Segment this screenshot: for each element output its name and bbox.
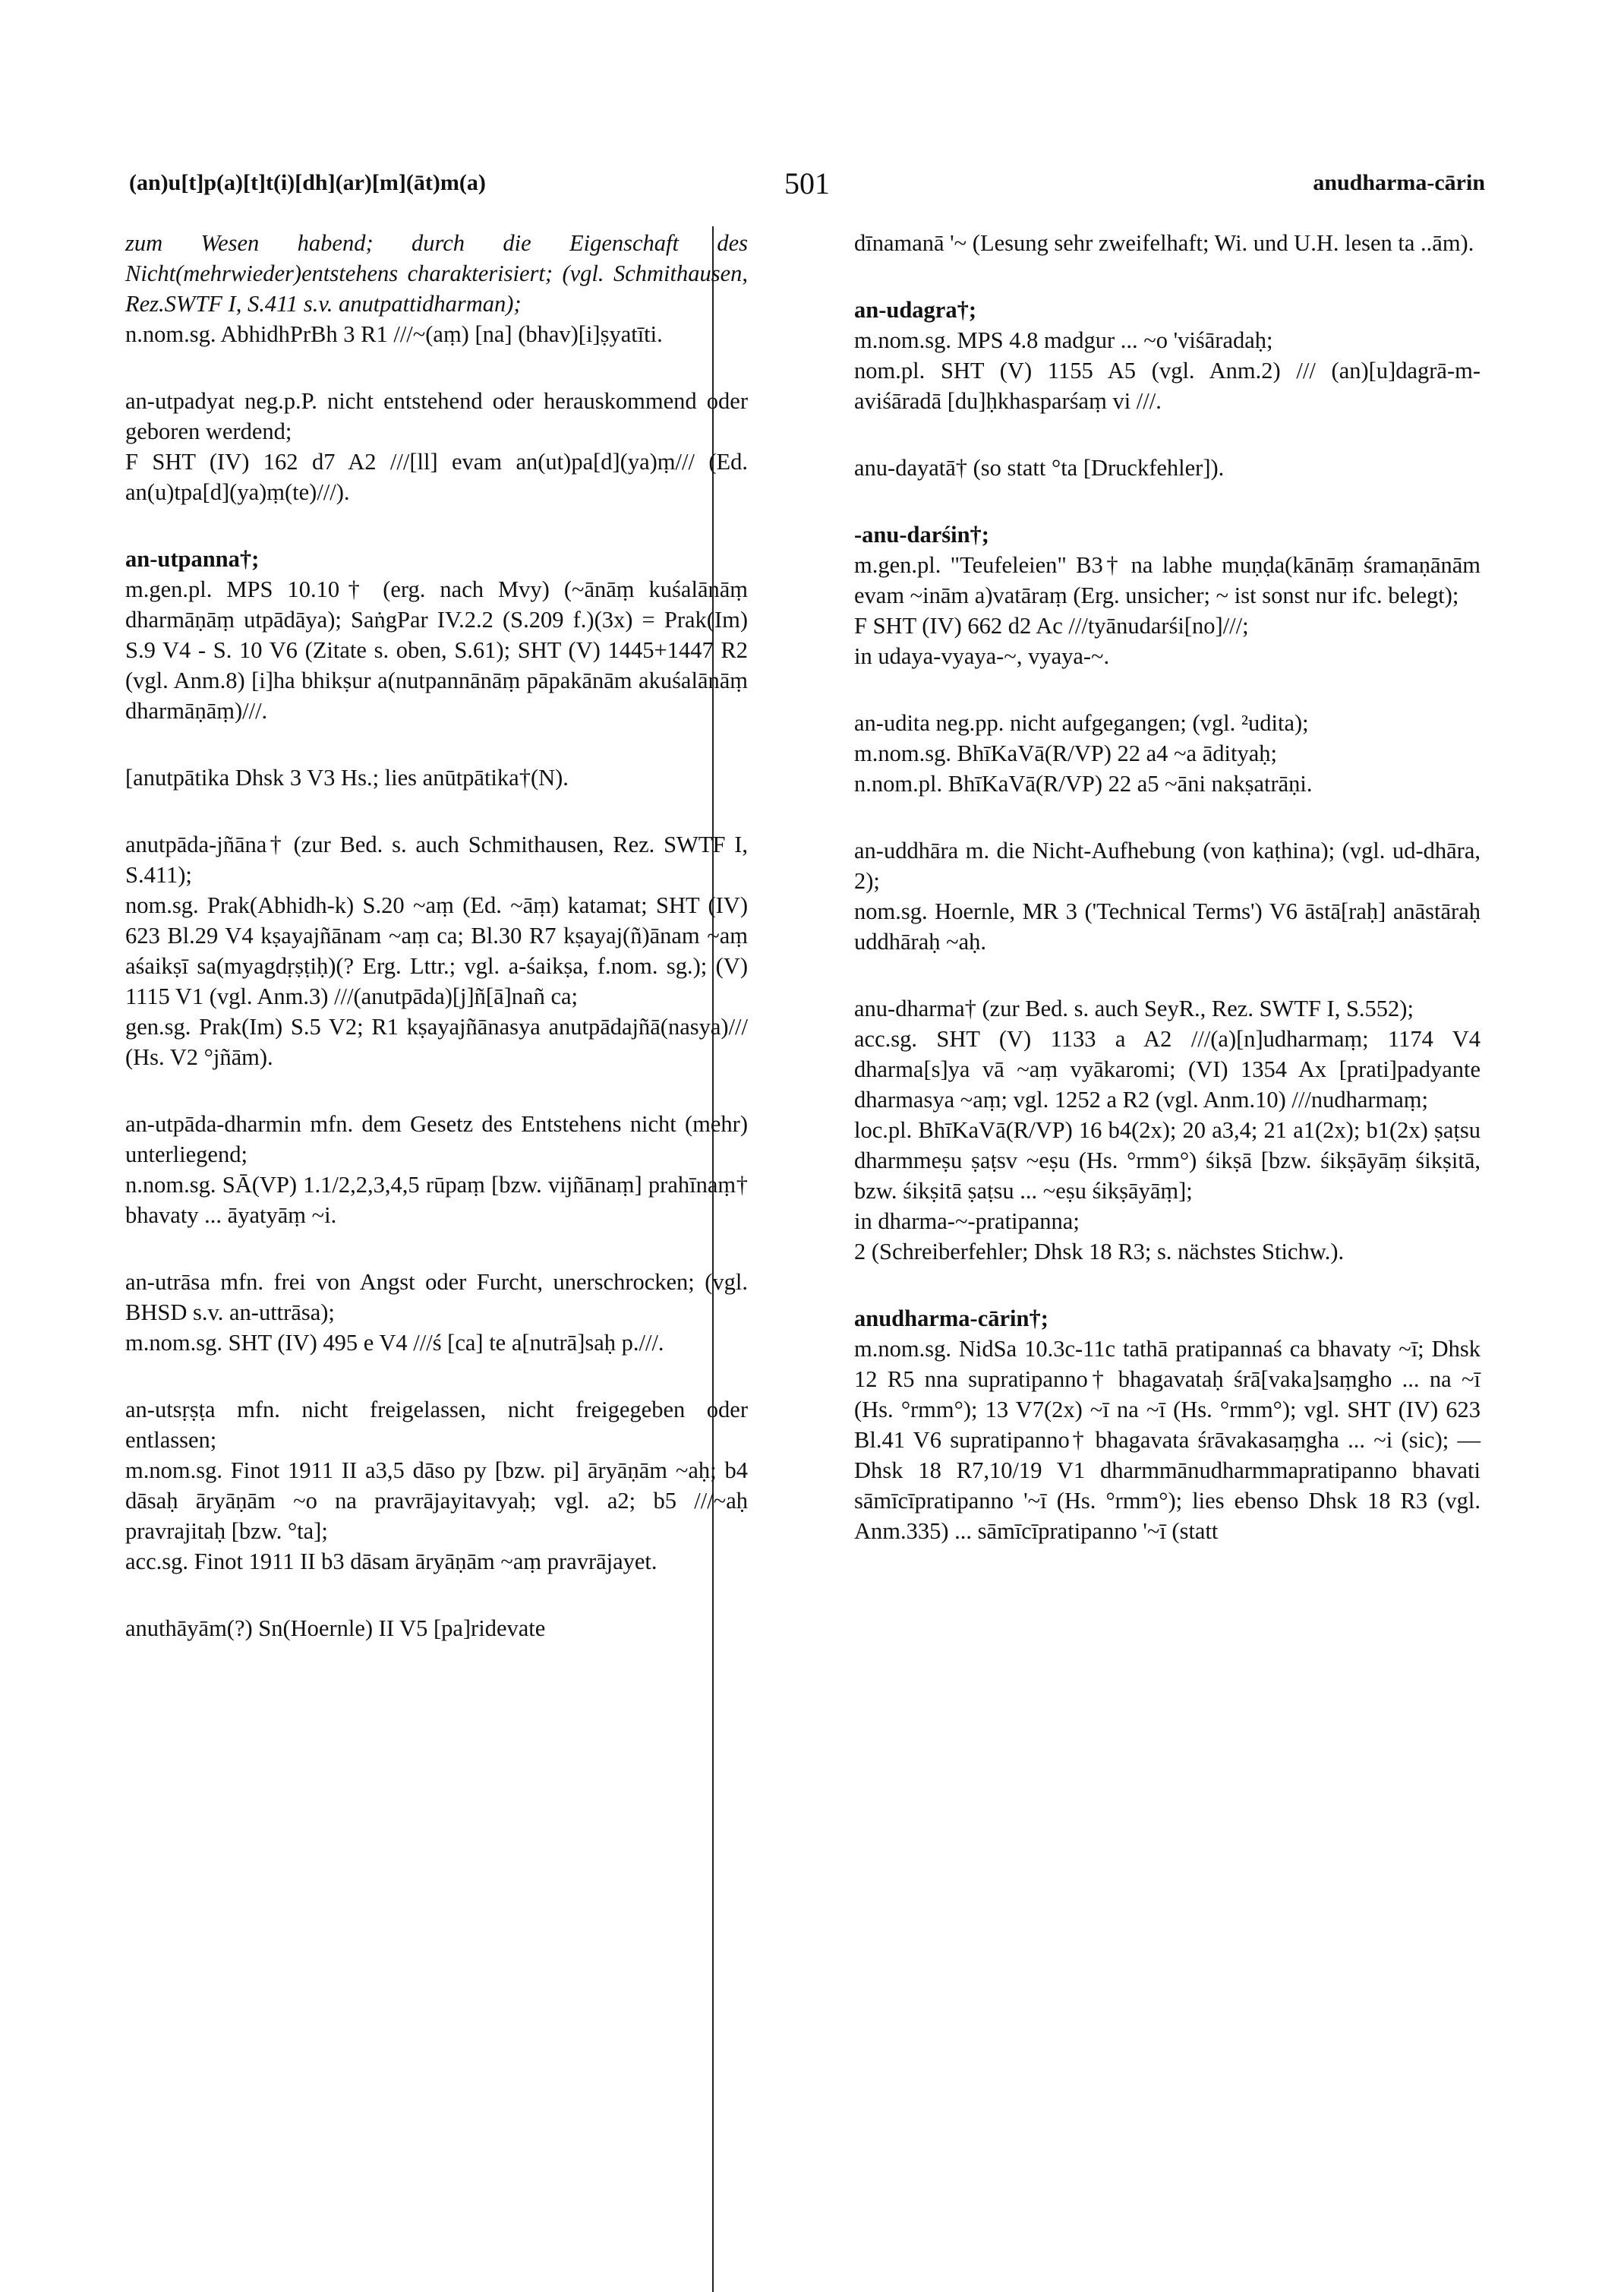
entry-citation: m.nom.sg. SHT (IV) 495 e V4 ///ś [ca] te a[nutrā]saḥ p.///. bbox=[125, 1330, 664, 1356]
entry-lemma-an-uddhara: an-uddhāra m. die Nicht-Aufhebung (von kaṭhina); (vgl. ud-dhāra, 2); bbox=[854, 838, 1481, 894]
entry-citation: m.gen.pl. MPS 10.10† (erg. nach Mvy) (~ānāṃ kuśalānāṃ dharmāṇāṃ utpādāya); SaṅgPar IV.2.2 (S.209 f.)(3x) = Prak(Im) S.9 V4 - S. 10 V6 (Zitate s. oben, S.61); SHT (V) 1445+1447 R2 (vgl. Anm.8) [i]ha bhikṣur a(nutpannānāṃ pāpakānām akuśalānāṃ dharmāṇāṃ)///. bbox=[125, 576, 748, 724]
page-number: 501 bbox=[784, 166, 830, 200]
running-head-left: (an)u[t]p(a)[t]t(i)[dh](ar)[m](āt)m(a) bbox=[129, 170, 486, 195]
entry-citation: m.nom.sg. NidSa 10.3c-11c tathā pratipannaś ca bhavaty ~ī; Dhsk 12 R5 nna supratipanno† bhagavataḥ śrā[vaka]saṃgho ... na ~ī (Hs. °rmm°); 13 V7(2x) ~ī na ~ī (Hs. °rmm°); vgl. SHT (IV) 623 Bl.41 V6 supratipanno† bhagavata śrāvakasaṃgha ... ~i (sic); — Dhsk 18 R7,10/19 V1 dharmmānudharmmapratipanno bhavati sāmīcīpratipanno '~ī (Hs. °rmm°); lies ebenso Dhsk 18 R3 (vgl. Anm.335) ... sāmīcīpratipanno '~ī (statt bbox=[854, 1336, 1481, 1544]
entry-lemma-anu-dayata: anu-dayatā† (so statt °ta [Druckfehler]). bbox=[854, 455, 1225, 481]
entry-lemma-anutpada-jnana: anutpāda-jñāna† (zur Bed. s. auch Schmithausen, Rez. SWTF I, S.411); bbox=[125, 832, 748, 888]
entry-lemma-an-utsrsta: an-utsṛṣṭa mfn. nicht freigelassen, nicht freigegeben oder entlassen; bbox=[125, 1397, 748, 1453]
entry-citation: m.nom.sg. Finot 1911 II a3,5 dāso py [bzw. pi] āryāṇām ~aḥ; b4 dāsaḥ āryāṇām ~o na pravrājayitavyaḥ; vgl. a2; b5 ///~aḥ pravrajitaḥ [bzw. °ta]; bbox=[125, 1457, 748, 1544]
entry-citation: acc.sg. SHT (V) 1133 a A2 ///(a)[n]udharmaṃ; 1174 V4 dharma[s]ya vā ~aṃ vyākaromi; (VI) 1354 Ax [prati]padyante dharmasya ~aṃ; vgl. 1252 a R2 (vgl. Anm.10) ///nudharmaṃ; bbox=[854, 1026, 1481, 1113]
entry-lemma-an-udita: an-udita neg.pp. nicht aufgegangen; (vgl. ²udita); bbox=[854, 710, 1309, 736]
page-header bbox=[129, 166, 1485, 211]
entry-lemma-anu-dharma: anu-dharma† (zur Bed. s. auch SeyR., Rez. SWTF I, S.552); bbox=[854, 996, 1414, 1021]
entry-citation: n.nom.pl. BhīKaVā(R/VP) 22 a5 ~āni nakṣatrāṇi. bbox=[854, 771, 1313, 797]
entry-citation: F SHT (IV) 162 d7 A2 ///[ll] evam an(ut)pa[d](ya)ṃ/// (Ed. an(u)tpa[d](ya)ṃ(te)///). bbox=[125, 449, 748, 505]
entry-continuation: zum Wesen habend; durch die Eigenschaft des Nicht(mehrwieder)entstehens charakterisiert; (vgl. Schmithausen, Rez.SWTF I, S.411 s.v. anutpattidharman); bbox=[125, 230, 748, 317]
running-head-right: anudharma-cārin bbox=[1313, 170, 1485, 195]
entry-lemma-an-utpada-dharmin: an-utpāda-dharmin mfn. dem Gesetz des Entstehens nicht (mehr) unterliegend; bbox=[125, 1111, 748, 1167]
entry-citation: loc.pl. BhīKaVā(R/VP) 16 b4(2x); 20 a3,4; 21 a1(2x); b1(2x) ṣaṭsu dharmmeṣu ṣaṭsv ~eṣu (Hs. °rmm°) śikṣā [bzw. śikṣāyāṃ śikṣitā, bzw. śikṣitā ṣaṭsu ... ~eṣu śikṣāyāṃ]; bbox=[854, 1117, 1481, 1204]
entry-lemma-anu-darsin: -anu-darśin†; bbox=[854, 522, 989, 548]
entry-citation: nom.sg. Prak(Abhidh-k) S.20 ~aṃ (Ed. ~āṃ) katamat; SHT (IV) 623 Bl.29 V4 kṣayajñānam ~aṃ ca; Bl.30 R7 kṣayaj(ñ)ānam ~aṃ aśaikṣī sa(myagdṛṣṭiḥ)(? Erg. Lttr.; vgl. a-śaikṣa, f.nom. sg.); (V) 1115 V1 (vgl. Anm.3) ///(anutpāda)[j]ñ[ā]nañ ca; bbox=[125, 892, 748, 1009]
entry-citation: acc.sg. Finot 1911 II b3 dāsam āryāṇām ~aṃ pravrājayet. bbox=[125, 1549, 657, 1574]
entry-crossref: in udaya-vyaya-~, vyaya-~. bbox=[854, 643, 1110, 669]
entry-citation: nom.sg. Hoernle, MR 3 ('Technical Terms') V6 āstā[raḥ] anāstāraḥ uddhāraḥ ~aḥ. bbox=[854, 898, 1481, 955]
entry-lemma-an-utpanna: an-utpanna†; bbox=[125, 546, 260, 572]
entry-citation: m.gen.pl. "Teufeleien" B3† na labhe muṇḍa(kānāṃ śramaṇānām evam ~inām a)vatāraṃ (Erg. unsicher; ~ ist sonst nur ifc. belegt); bbox=[854, 552, 1481, 608]
entry-lemma-an-utrasa: an-utrāsa mfn. frei von Angst oder Furcht, unerschrocken; (vgl. BHSD s.v. an-uttrāsa); bbox=[125, 1269, 748, 1325]
entry-citation: m.nom.sg. MPS 4.8 madgur ... ~o 'viśāradaḥ; bbox=[854, 327, 1273, 353]
entry-citation: nom.pl. SHT (V) 1155 A5 (vgl. Anm.2) /// (an)[u]dagrā-m-aviśāradā [du]ḥkhasparśaṃ vi ///. bbox=[854, 358, 1481, 414]
entry-citation: 2 (Schreiberfehler; Dhsk 18 R3; s. nächstes Stichw.). bbox=[854, 1239, 1345, 1264]
entry-lemma-anudharma-carin: anudharma-cārin†; bbox=[854, 1305, 1049, 1331]
entry-citation: m.nom.sg. BhīKaVā(R/VP) 22 a4 ~a ādityaḥ; bbox=[854, 740, 1277, 766]
entry-citation: gen.sg. Prak(Im) S.5 V2; R1 kṣayajñānasya anutpādajñā(nasya)/// (Hs. V2 °jñām). bbox=[125, 1014, 748, 1070]
entry-crossref: in dharma-~-pratipanna; bbox=[854, 1208, 1080, 1234]
left-column bbox=[125, 228, 748, 1643]
entry-citation: n.nom.sg. SĀ(VP) 1.1/2,2,3,4,5 rūpaṃ [bzw. vijñānaṃ] prahīnaṃ† bhavaty ... āyatyāṃ ~i. bbox=[125, 1172, 748, 1228]
entry-lemma-an-udagra: an-udagra†; bbox=[854, 297, 976, 323]
entry-lemma-an-utpadyat: an-utpadyat neg.p.P. nicht entstehend oder herauskommend oder geboren werdend; bbox=[125, 388, 748, 444]
entry-citation: F SHT (IV) 662 d2 Ac ///tyānudarśi[no]///; bbox=[854, 613, 1249, 639]
right-column bbox=[854, 228, 1481, 1546]
entry-citation: n.nom.sg. AbhidhPrBh 3 R1 ///~(aṃ) [na] (bhav)[i]ṣyatīti. bbox=[125, 321, 663, 347]
entry-continuation: dīnamanā '~ (Lesung sehr zweifelhaft; Wi. und U.H. lesen ta ..ām). bbox=[854, 230, 1474, 256]
entry-lemma-anutpatika: [anutpātika Dhsk 3 V3 Hs.; lies anūtpātika†(N). bbox=[125, 765, 569, 791]
entry-lemma-anuthayam: anuthāyām(?) Sn(Hoernle) II V5 [pa]ridevate bbox=[125, 1615, 546, 1641]
